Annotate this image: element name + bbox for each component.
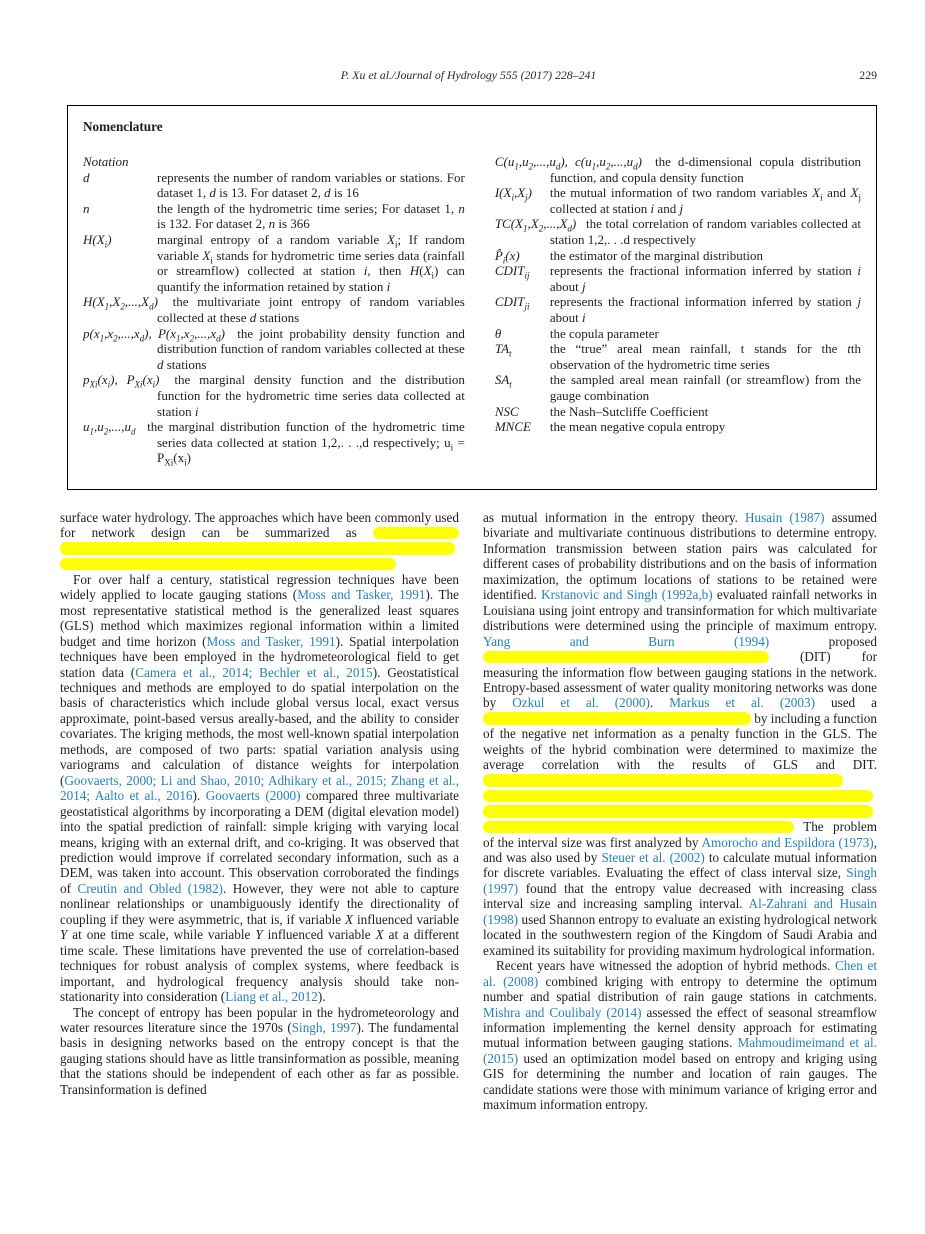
paragraph [60,572,459,1005]
paragraph [483,958,877,1113]
page-header [60,68,877,83]
nomenclature-entry [495,154,861,185]
nomenclature-definition: the sampled areal mean rainfall (or streamflow) from the gauge combination [549,372,861,403]
citation-link[interactable]: Krstanovic and Singh (1992a,b) [541,587,713,603]
citation-link[interactable]: Singh (1997) [483,865,877,896]
nomenclature-definition: the Nash–Sutcliffe Coefficient [549,403,709,419]
nomenclature-entry [83,419,465,466]
nomenclature-definition: the length of the hydrometric time series; For dataset 1, n is 132. For dataset 2, n is 366 [157,200,465,232]
body-text: as mutual information in the entropy theory. [483,510,745,525]
nomenclature-entry [495,294,861,325]
nomenclature-term: $H(X_1,X_2,...,X_d)$ [83,294,158,312]
citation-link[interactable]: Liang et al., 2012 [225,989,318,1005]
nomenclature-entry [495,326,861,342]
body-text: evaluated rainfall networks in Louisiana using joint entropy and transinformation for which multivariate distributions were determined using the principle of maximum entropy. [483,587,878,634]
paragraph [60,1005,459,1098]
nomenclature-definition: the multivariate joint entropy of random variables collected at these d stations [157,294,465,325]
nomenclature-term: $p_{Xi}(x_i)$, $P_{Xi}(x_i)$ [83,372,160,390]
nomenclature-columns [83,154,861,466]
body-text: ). The most representative statistical method is the generalized least squares (GLS) method which maximizes regional information within a limited budget and time horizon ( [60,587,459,649]
nomenclature-definition: the mutual information of two random variables $X_i$ and $X_j$ collected at station i and j [549,185,861,216]
running-title: P. Xu et al./Journal of Hydrology 555 (2017) 228–241 [340,68,597,82]
body-text: ). [317,989,326,1005]
nomenclature-entry [495,248,861,264]
nomenclature-right-column [495,154,861,466]
citation-link[interactable]: Moss and Tasker, 1991 [206,633,336,649]
citation-link[interactable]: Markus et al. (2003) [669,695,815,711]
nomenclature-definition: the copula parameter [549,325,659,341]
body-text: ). [192,788,206,804]
citation-link[interactable]: Al-Zahrani and Husain (1998) [483,896,877,927]
nomenclature-definition: the total correlation of random variables collected at station 1,2,. . .d respectively [549,216,861,247]
nomenclature-term: $CDIT_{ji}$ [494,294,530,312]
citation-link[interactable]: Mishra and Coulibaly (2014) [483,1004,642,1020]
body-text: to calculate mutual information for discrete variables. Evaluating the effect of class interval size, [483,849,877,881]
nomenclature-term: $C(u_1,u_2,...,u_d)$, $c(u_1,u_2,...,u_d)$ [494,154,642,172]
nomenclature-box [67,105,877,490]
body-text: ). The fundamental basis in designing networks based on the entropy concept is that the gauging stations should have as little transinformation as possible, meaning that the stations should be independent of each other as far as possible. Transinformation is defined [60,1019,460,1097]
left-column [60,510,459,1097]
nomenclature-entry [495,372,861,403]
citation-link[interactable]: Moss and Tasker, 1991 [297,587,426,603]
nomenclature-entry [83,201,465,232]
citation-link[interactable]: Chen et al. (2008) [483,958,877,989]
body-text: used an optimization model based on entropy and kriging using GIS for determining the number and location of rain gauges. The candidate stations were those with minimum variance of kriging error and maximum information entropy. [483,1050,877,1113]
nomenclature-definition: the estimator of the marginal distribution [549,247,763,263]
notation-label: Notation [83,154,129,169]
nomenclature-entry [495,185,861,216]
citation-link[interactable]: Goovaerts, 2000; Li and Shao, 2010; Adhikary et al., 2015; Zhang et al., 2014; Aalto et al., 2016 [60,772,459,804]
redaction-highlight [483,821,794,834]
paragraph [483,510,877,958]
paragraph [60,510,459,572]
nomenclature-definition: represents the fractional information inferred by station j about i [549,294,861,325]
nomenclature-definition: represents the fractional information inferred by station i about j [549,263,861,294]
nomenclature-term: $TA_t$ [494,341,512,359]
nomenclature-definition: the marginal density function and the distribution function for the hydrometric time series data collected at station i [157,372,465,419]
nomenclature-term: $SA_t$ [494,372,512,390]
body-text: , and was also used by [483,834,877,865]
page-number: 229 [859,68,877,82]
citation-link[interactable]: Camera et al., 2014; Bechler et al., 2015 [135,664,373,680]
redaction-highlight [60,558,396,571]
nomenclature-term: n [83,200,90,216]
body-text: assumed bivariate and multivariate continuous distributions to determine entropy. Information transmission between station pairs was calculated for different cases of probability distributions and on the basis of information maximization, the optimum locations of stations to be retained were identified. [483,510,877,603]
nomenclature-entry [495,404,861,420]
body-text: used a [814,695,878,711]
body-text: used Shannon entropy to evaluate an existing hydrological network located in the southwestern region of the Kingdom of Saudi Arabia and examined its suitability for providing maximum hydrological information. [483,911,877,958]
nomenclature-entry [83,170,465,201]
nomenclature-term: $u_1,u_2,...,u_d$ [83,419,136,437]
redaction-highlight [483,774,843,787]
nomenclature-definition: the marginal distribution function of the hydrometric time series data collected at station 1,2,. . .,d respectively; $u_i = P_{Xi}(x_i)$ [147,419,465,468]
nomenclature-title: Nomenclature [83,119,163,134]
citation-link[interactable]: Goovaerts (2000) [205,788,301,804]
nomenclature-definition: the d-dimensional copula distribution function, and copula density function [549,154,862,185]
nomenclature-entry [495,419,861,435]
nomenclature-left-column [83,154,465,466]
citation-link[interactable]: Ozkul et al. (2000) [512,695,650,711]
body-text: For over half a century, statistical regression techniques have been widely applied to locate gauging stations ( [60,571,459,603]
nomenclature-definition: the “true” areal mean rainfall, t stands for the tth observation of the hydrometric time series [549,341,861,372]
body-text: . [649,695,670,711]
nomenclature-term: $TC(X_1,X_2,...,X_d)$ [494,216,577,234]
citation-link[interactable]: Husain (1987) [744,510,825,525]
body-text: proposed [769,633,877,649]
citation-link[interactable]: Amorocho and Espildora (1973) [701,834,874,850]
nomenclature-term: $CDIT_{ij}$ [494,263,530,281]
citation-link[interactable]: Singh, 1997 [291,1019,357,1035]
body-text: assessed the effect of seasonal streamflow information implementing the kernel density approach for estimating mutual information between gauging stations. [483,1004,878,1051]
nomenclature-entry [83,372,465,419]
redaction-highlight [60,542,455,555]
redaction-highlight [483,790,873,803]
nomenclature-term: d [83,169,90,185]
nomenclature-definition: the joint probability density function and distribution function of random variables collected at these d stations [157,325,465,372]
right-column [483,510,877,1113]
nomenclature-term: NSC [494,403,519,419]
body-text: The concept of entropy has been popular in the hydrometeorology and water resources literature since the 1970s ( [60,1004,459,1035]
body-text: ). Geostatistical techniques and methods are employed to do spatial interpolation on the basis of characteristics which include global versus local, exact versus approximate, point-based versus areally-based, and the ability to consider covariates. The kriging methods, the most well-known spatial interpolation methods, are composed of two parts: spatial variation analysis using variograms and calculation of distance weights for interpolation ( [60,664,459,788]
redaction-highlight [483,712,751,725]
nomenclature-entry [83,326,465,373]
nomenclature-term: $p(x_1,x_2,...,x_d)$, $P(x_1,x_2,...,x_d)$ [83,325,225,344]
body-text: The problem of the interval size was first analyzed by [483,819,877,850]
body-text: (DIT) for measuring the information flow between gauging stations in the network. Entropy-based assessment of water quality monitoring networks was done by [483,649,877,711]
nomenclature-entry [83,294,465,325]
body-text: found that the entropy value decreased with increasing class interval size and increasing sampling interval. [483,880,877,912]
redaction-highlight [373,527,459,540]
body-text: combined kriging with entropy to determine the optimum number and spatial distribution of rain gauge stations in catchments. [483,973,877,1005]
nomenclature-left-entries [83,170,465,466]
nomenclature-definition: the mean negative copula entropy [549,419,726,435]
citation-link[interactable]: Mahmoudimeimand et al. (2015) [483,1035,877,1066]
nomenclature-entry [495,216,861,247]
nomenclature-term: $I(X_i,X_j)$ [494,185,533,203]
nomenclature-term: θ [494,325,502,341]
nomenclature-definition: represents the number of random variables or stations. For dataset 1, d is 13. For dataset 2, d is 16 [157,169,465,201]
body-text: Recent years have witnessed the adoption of hybrid methods. [496,958,835,974]
body-text: by including a function of the negative net information as a penalty function in the GLS. The weights of the hybrid combination were determined to maximize the average correlation with the results of GLS and DIT. [483,710,877,773]
body-text: surface water hydrology. The approaches which have been commonly used for network design can be summarized as [60,510,459,541]
citation-link[interactable]: Steuer et al. (2002) [601,849,705,865]
nomenclature-entry [495,341,861,372]
nomenclature-term: $P̂_i(x)$ [494,247,520,266]
redaction-highlight [483,651,769,664]
nomenclature-definition: marginal entropy of a random variable $X_i$; If random variable $X_i$ stands for hydrometric time series data (rainfall or streamflow) collected at station i, then $H(X_i)$ can quantify the information retained by station i [157,231,465,294]
redaction-highlight [483,805,873,818]
nomenclature-term: $H(X_i)$ [83,231,112,250]
body-text: . However, they were not able to capture nonlinear relationships or unambiguously identify the directionality of coupling if they were asymmetric, that is, if variable X influenced variable Y at one time scale, while variable Y influenced variable X at a different time scale. These limitations have prevented the use of correlation-based techniques for robust analysis of complex systems, where feedback is important, and hydrological frequency analysis should take non-stationarity into consideration ( [60,880,459,1005]
body-text: ). Spatial interpolation techniques have been employed in the hydrometeorological field to get station data ( [60,633,460,680]
body-text: compared three multivariate geostatistical algorithms by incorporating a DEM (digital elevation model) into the spatial prediction of rainfall: simple kriging with varying local means, kriging with an external drift, and co-kriging. It was observed that prediction would improve if correlated secondary information, such as a DEM, was taken into account. This observation corroborated the findings of [60,788,460,896]
citation-link[interactable]: Yang and Burn (1994) [483,633,770,649]
nomenclature-entry [495,263,861,294]
citation-link[interactable]: Creutin and Obled (1982) [77,880,223,896]
nomenclature-entry [83,232,465,294]
nomenclature-right-entries [495,154,861,435]
nomenclature-term: MNCE [494,419,531,435]
